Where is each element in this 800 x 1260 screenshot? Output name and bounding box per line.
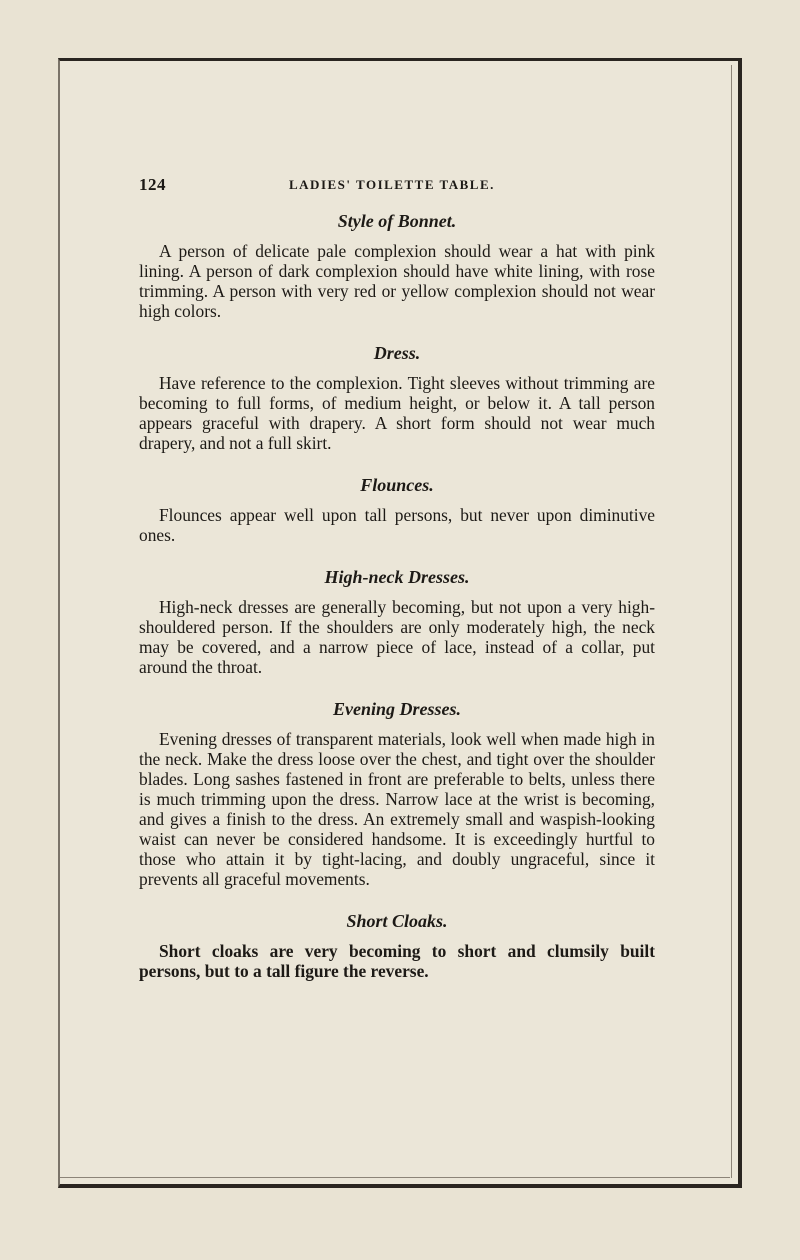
frame-rule-right <box>731 65 732 1178</box>
section-heading: Evening Dresses. <box>332 699 461 719</box>
section-flounces <box>139 473 655 545</box>
section-heading: Style of Bonnet. <box>337 211 457 231</box>
section-evening-dresses <box>139 697 655 889</box>
running-head <box>139 175 655 197</box>
section-paragraph: Flounces appear well upon tall persons, but never upon diminutive ones. <box>139 505 655 545</box>
section-heading: Dress. <box>373 343 421 363</box>
section-heading: High-neck Dresses. <box>324 567 470 587</box>
section-high-neck-dresses <box>139 565 655 677</box>
section-short-cloaks <box>139 909 655 981</box>
section-paragraph: Short cloaks are very becoming to short and clumsily built persons, but to a tall figure the reverse. <box>139 941 655 981</box>
section-dress <box>139 341 655 453</box>
section-paragraph: Have reference to the complexion. Tight sleeves without trimming are becoming to full forms, of medium height, or below it. A tall person appears graceful with drapery. A short form should not wear much drapery, and not a full skirt. <box>139 373 655 453</box>
section-paragraph: High-neck dresses are generally becoming, but not upon a very high-shouldered person. If the shoulders are only moderately high, the neck may be covered, and a narrow piece of lace, instead of a collar, put around the throat. <box>139 597 655 677</box>
section-style-of-bonnet <box>139 209 655 321</box>
running-title: LADIES' TOILETTE TABLE. <box>289 177 495 192</box>
page-number: 124 <box>139 175 166 194</box>
section-paragraph: Evening dresses of transparent materials, look well when made high in the neck. Make the dress loose over the chest, and tight over the shoulder blades. Long sashes fastened in front are preferable to belts, unless there is much trimming upon the dress. Narrow lace at the wrist is becoming, and gives a finish to the dress. An extremely small and waspish-looking waist can never be considered handsome. It is exceedingly hurtful to those who attain it by tight-lacing, and doubly ungraceful, since it prevents all graceful movements. <box>139 729 655 889</box>
section-heading: Flounces. <box>360 475 434 495</box>
section-paragraph: A person of delicate pale complexion should wear a hat with pink lining. A person of dark complexion should have white lining, with rose trimming. A person with very red or yellow complexion should not wear high colors. <box>139 241 655 321</box>
frame-rule-bottom <box>60 1177 730 1178</box>
section-heading: Short Cloaks. <box>346 911 448 931</box>
page-content <box>139 175 655 981</box>
